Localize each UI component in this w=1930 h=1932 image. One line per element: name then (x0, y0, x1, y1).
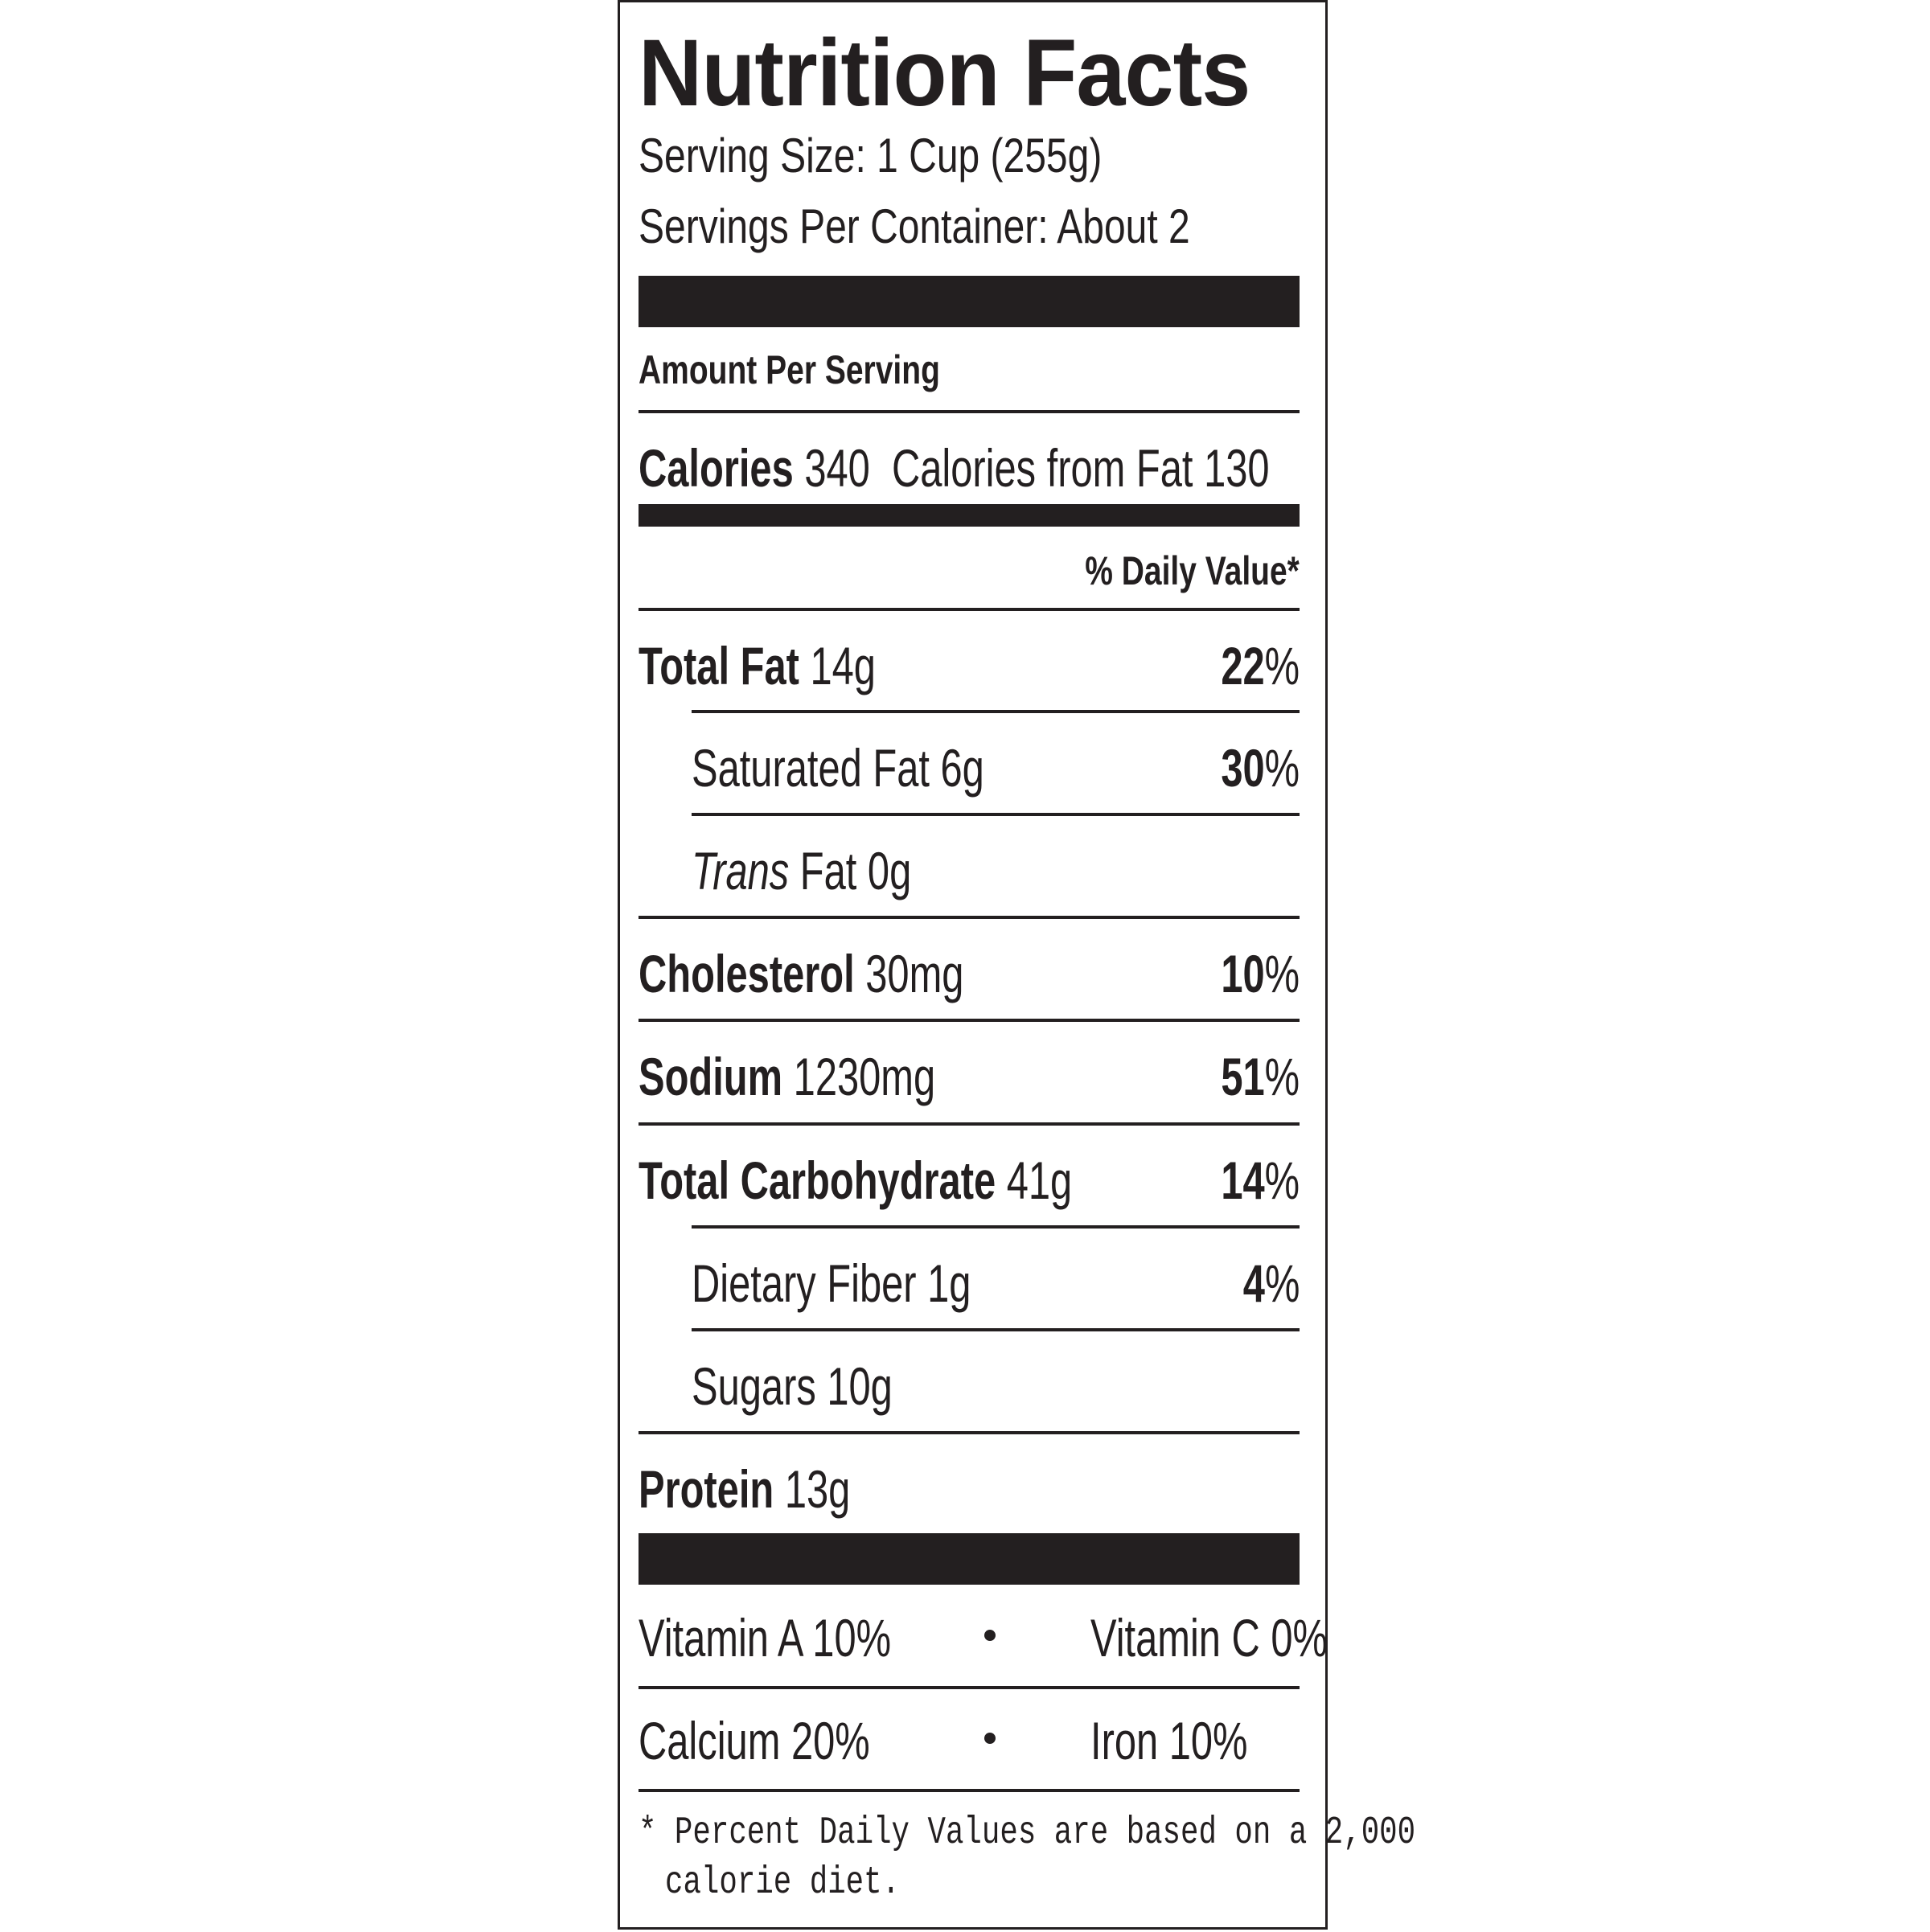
nutrient-row-trans-fat (639, 813, 1300, 916)
thick-divider-top (639, 276, 1300, 327)
bullet-dot (984, 1733, 996, 1744)
footnote-line-2: calorie diet. (665, 1861, 901, 1905)
nutrient-percent: 4% (1242, 1253, 1300, 1313)
nutrient-row-total-fat (639, 608, 1300, 711)
nutrient-row-saturated-fat (639, 710, 1300, 813)
servings-per-container: Servings Per Container: About 2 (639, 199, 1190, 253)
nutrient-percent: 10% (1221, 944, 1300, 1003)
daily-value-header: % Daily Value* (1085, 548, 1300, 593)
nutrient-row-sugars (639, 1328, 1300, 1431)
nutrient-row-sodium (639, 1019, 1300, 1122)
nutrient-row-cholesterol (639, 916, 1300, 1019)
nutrient-row-total-carbohydrate (639, 1122, 1300, 1225)
calcium: Calcium 20% (639, 1711, 870, 1770)
amount-per-serving: Amount Per Serving (639, 347, 940, 392)
nutrient-name: Total Carbohydrate 41g (639, 1151, 1073, 1210)
divider (639, 1686, 1300, 1689)
nutrient-percent: 30% (1221, 738, 1300, 798)
serving-size: Serving Size: 1 Cup (255g) (639, 129, 1103, 183)
nutrient-name: Trans Fat 0g (692, 841, 912, 900)
nutrition-facts-label (618, 0, 1416, 1930)
iron: Iron 10% (1090, 1711, 1248, 1770)
nutrient-name: Saturated Fat 6g (692, 738, 984, 798)
nutrient-percent: 22% (1221, 636, 1300, 695)
vitamin-a: Vitamin A 10% (639, 1608, 892, 1667)
label-content (639, 2, 1416, 1932)
nutrient-percent: 51% (1221, 1047, 1300, 1106)
footnote-line-1: * Percent Daily Values are based on a 2,000 (639, 1811, 1416, 1855)
nutrient-name: Dietary Fiber 1g (692, 1253, 971, 1313)
divider (639, 1789, 1300, 1792)
vitamin-c: Vitamin C 0% (1090, 1608, 1328, 1667)
nutrient-name: Total Fat 14g (639, 636, 876, 695)
nutrient-row-dietary-fiber (639, 1225, 1300, 1328)
nutrient-name: Protein 13g (639, 1459, 851, 1519)
calories-row (639, 410, 1300, 513)
nutrient-name: Sugars 10g (692, 1356, 893, 1416)
nutrient-name: Sodium 1230mg (639, 1047, 936, 1106)
calories-text: Calories 340 Calories from Fat 130 (639, 438, 1270, 498)
label-title: Nutrition Facts (639, 20, 1250, 126)
nutrient-name: Cholesterol 30mg (639, 944, 964, 1003)
nutrient-row-protein (639, 1431, 1300, 1534)
nutrient-percent: 14% (1221, 1151, 1300, 1210)
medium-divider (639, 504, 1300, 527)
thick-divider-bottom (639, 1533, 1300, 1585)
bullet-dot (984, 1630, 996, 1641)
